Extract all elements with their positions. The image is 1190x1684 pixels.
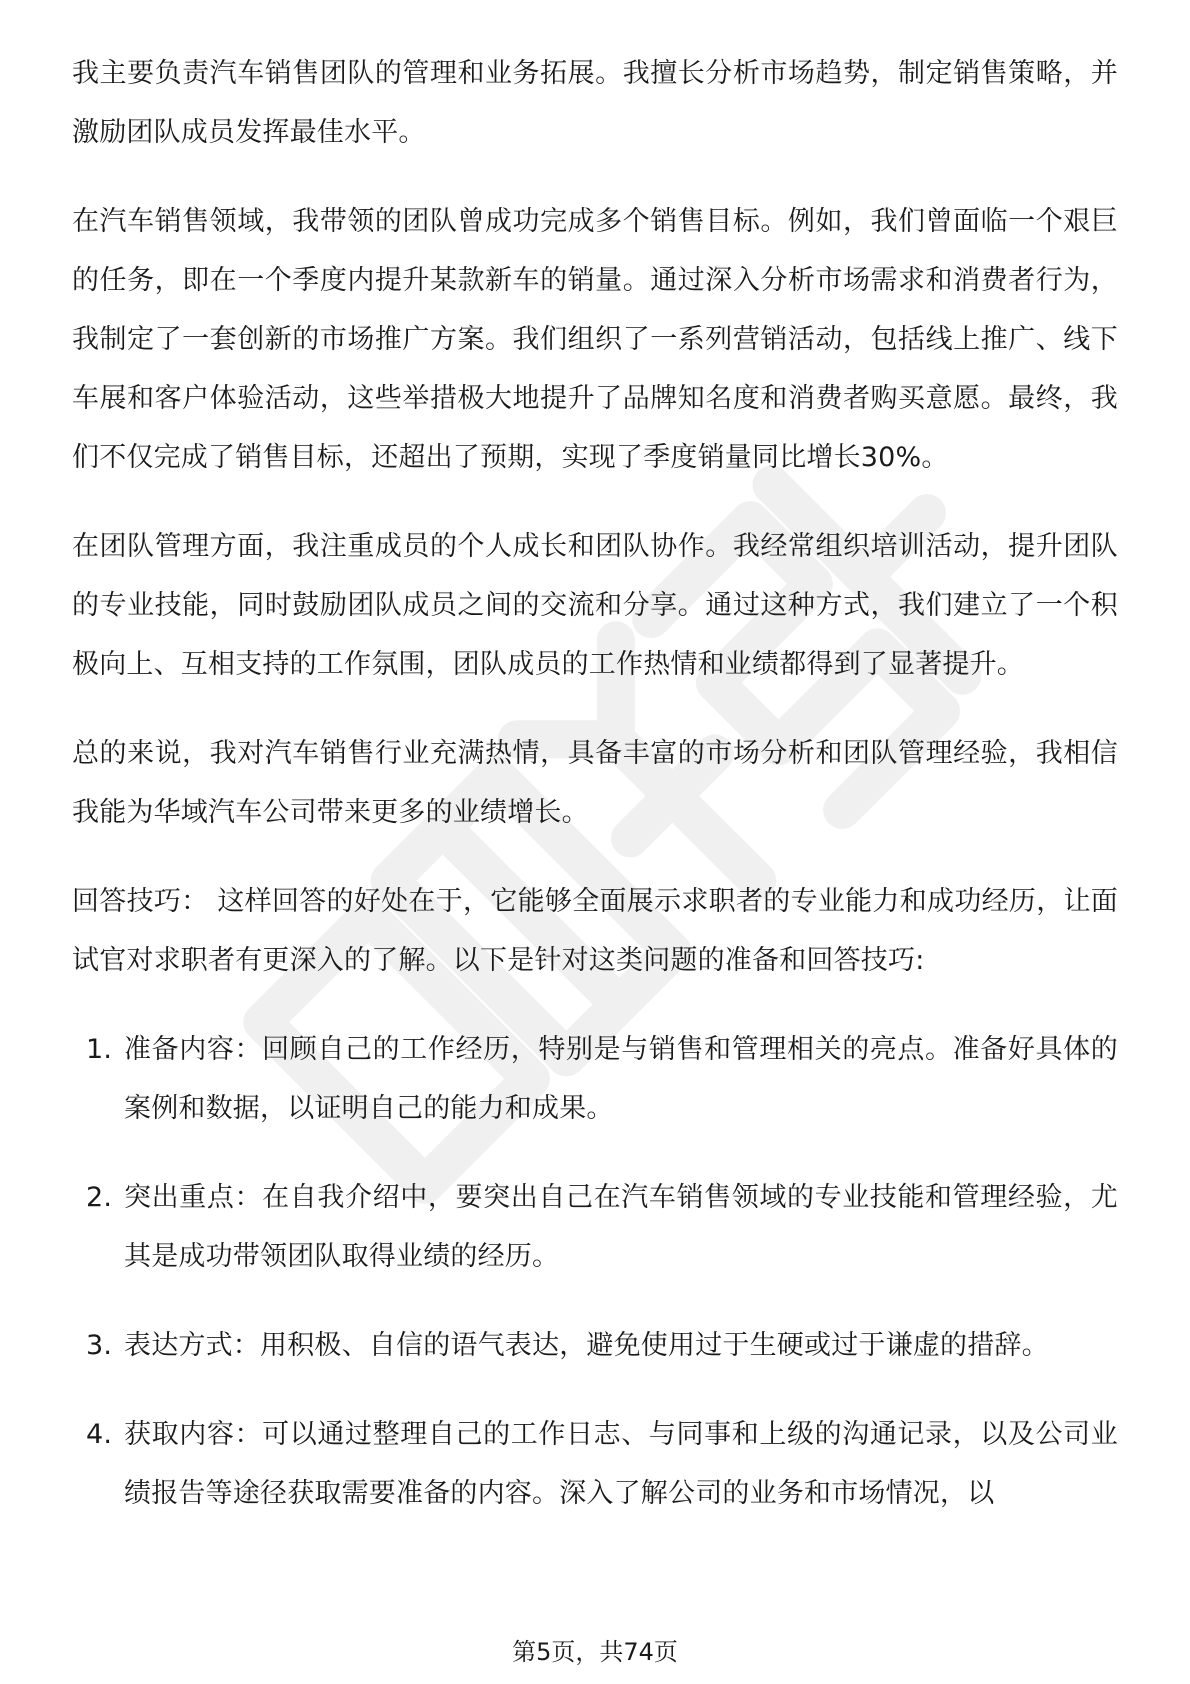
paragraph-intro: 我主要负责汽车销售团队的管理和业务拓展。我擅长分析市场趋势，制定销售策略，并激励团队成员发挥最佳水平。: [72, 58, 1118, 148]
list-item-text: 表达方式：用积极、自信的语气表达，避免使用过于生硬或过于谦虚的措辞。: [124, 1330, 1049, 1361]
list-item: [72, 1405, 1118, 1523]
paragraph-summary: 总的来说，我对汽车销售行业充满热情，具备丰富的市场分析和团队管理经验，我相信我能为华域汽车公司带来更多的业绩增长。: [72, 738, 1118, 828]
page-number-label: 第5页，共74页: [512, 1638, 678, 1666]
paragraph-sales-achievement: 在汽车销售领域，我带领的团队曾成功完成多个销售目标。例如，我们曾面临一个艰巨的任务，即在一个季度内提升某款新车的销量。通过深入分析市场需求和消费者行为，我制定了一套创新的市场推广方案。我们组织了一系列营销活动，包括线上推广、线下车展和客户体验活动，这些举措极大地提升了品牌知名度和消费者购买意愿。最终，我们不仅完成了销售目标，还超出了预期，实现了季度销量同比增长30%。: [72, 206, 1118, 473]
page-footer: [0, 1632, 1190, 1667]
list-item: [72, 1316, 1118, 1375]
paragraph-answer-tips: 回答技巧： 这样回答的好处在于，它能够全面展示求职者的专业能力和成功经历，让面试官对求职者有更深入的了解。以下是针对这类问题的准备和回答技巧:: [72, 886, 1118, 976]
list-item-number: 4.: [86, 1419, 113, 1450]
list-item: [72, 1168, 1118, 1286]
list-item-text: 获取内容：可以通过整理自己的工作日志、与同事和上级的沟通记录，以及公司业绩报告等途径获取需要准备的内容。深入了解公司的业务和市场情况，以: [124, 1419, 1118, 1509]
list-item: [72, 1020, 1118, 1138]
list-item-text: 突出重点：在自我介绍中，要突出自己在汽车销售领域的专业技能和管理经验，尤其是成功带领团队取得业绩的经历。: [124, 1182, 1118, 1272]
list-item-text: 准备内容：回顾自己的工作经历，特别是与销售和管理相关的亮点。准备好具体的案例和数据，以证明自己的能力和成果。: [124, 1034, 1118, 1124]
paragraph-team-management: 在团队管理方面，我注重成员的个人成长和团队协作。我经常组织培训活动，提升团队的专业技能，同时鼓励团队成员之间的交流和分享。通过这种方式，我们建立了一个积极向上、互相支持的工作氛围，团队成员的工作热情和业绩都得到了显著提升。: [72, 531, 1118, 680]
list-item-number: 1.: [86, 1034, 113, 1065]
main-content: [72, 44, 1118, 1553]
tips-list: [72, 1020, 1118, 1523]
list-item-number: 3.: [86, 1330, 113, 1361]
list-item-number: 2.: [86, 1182, 113, 1213]
